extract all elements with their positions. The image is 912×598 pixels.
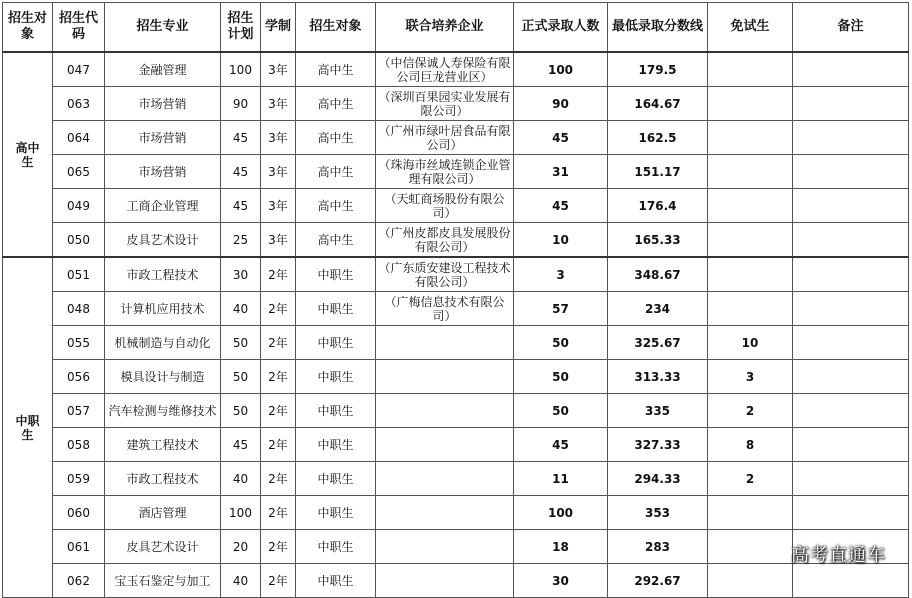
cell-duration: 3年 bbox=[261, 155, 296, 189]
cell-enterprise: （广州市绿叶居食品有限公司） bbox=[376, 121, 514, 155]
cell-plan: 20 bbox=[221, 530, 261, 564]
group-label-text: 中职生 bbox=[15, 413, 40, 442]
cell-duration: 2年 bbox=[261, 428, 296, 462]
cell-exempt: 2 bbox=[708, 394, 793, 428]
cell-code: 051 bbox=[53, 257, 105, 292]
cell-min-score: 234 bbox=[608, 292, 708, 326]
cell-enterprise bbox=[376, 360, 514, 394]
cell-exempt bbox=[708, 87, 793, 121]
cell-target: 高中生 bbox=[296, 121, 376, 155]
header-admitted: 正式录取人数 bbox=[514, 3, 608, 53]
cell-admitted: 3 bbox=[514, 257, 608, 292]
cell-enterprise bbox=[376, 462, 514, 496]
cell-remarks bbox=[793, 496, 909, 530]
cell-remarks bbox=[793, 428, 909, 462]
cell-major: 市场营销 bbox=[105, 87, 221, 121]
cell-code: 049 bbox=[53, 189, 105, 223]
cell-duration: 2年 bbox=[261, 292, 296, 326]
cell-enterprise: （天虹商场股份有限公司） bbox=[376, 189, 514, 223]
cell-duration: 2年 bbox=[261, 394, 296, 428]
cell-exempt: 3 bbox=[708, 360, 793, 394]
cell-major: 金融管理 bbox=[105, 52, 221, 87]
cell-code: 061 bbox=[53, 530, 105, 564]
header-min-score: 最低录取分数线 bbox=[608, 3, 708, 53]
cell-admitted: 50 bbox=[514, 326, 608, 360]
cell-enterprise: （广梅信息技术有限公司） bbox=[376, 292, 514, 326]
cell-duration: 3年 bbox=[261, 189, 296, 223]
cell-code: 048 bbox=[53, 292, 105, 326]
cell-major: 市场营销 bbox=[105, 155, 221, 189]
watermark: 高考直通车 bbox=[791, 545, 886, 566]
cell-admitted: 100 bbox=[514, 496, 608, 530]
cell-min-score: 313.33 bbox=[608, 360, 708, 394]
cell-plan: 50 bbox=[221, 394, 261, 428]
cell-duration: 2年 bbox=[261, 496, 296, 530]
cell-target: 中职生 bbox=[296, 292, 376, 326]
cell-target: 中职生 bbox=[296, 257, 376, 292]
cell-target: 中职生 bbox=[296, 530, 376, 564]
cell-plan: 45 bbox=[221, 189, 261, 223]
cell-min-score: 292.67 bbox=[608, 564, 708, 598]
cell-major: 皮具艺术设计 bbox=[105, 223, 221, 258]
header-row bbox=[3, 3, 909, 53]
cell-remarks bbox=[793, 564, 909, 598]
cell-exempt bbox=[708, 155, 793, 189]
cell-enterprise: （广州皮都皮具发展股份有限公司） bbox=[376, 223, 514, 258]
cell-code: 065 bbox=[53, 155, 105, 189]
table-row bbox=[3, 360, 909, 394]
cell-code: 060 bbox=[53, 496, 105, 530]
cell-admitted: 18 bbox=[514, 530, 608, 564]
cell-admitted: 50 bbox=[514, 360, 608, 394]
cell-major: 皮具艺术设计 bbox=[105, 530, 221, 564]
table-row bbox=[3, 223, 909, 258]
cell-remarks bbox=[793, 257, 909, 292]
cell-code: 062 bbox=[53, 564, 105, 598]
cell-major: 市场营销 bbox=[105, 121, 221, 155]
table-row bbox=[3, 189, 909, 223]
cell-admitted: 57 bbox=[514, 292, 608, 326]
cell-plan: 45 bbox=[221, 155, 261, 189]
cell-major: 市政工程技术 bbox=[105, 462, 221, 496]
cell-min-score: 335 bbox=[608, 394, 708, 428]
table-row bbox=[3, 564, 909, 598]
cell-admitted: 100 bbox=[514, 52, 608, 87]
cell-enterprise: （广东质安建设工程技术有限公司） bbox=[376, 257, 514, 292]
cell-enterprise: （深圳百果园实业发展有限公司） bbox=[376, 87, 514, 121]
cell-exempt: 2 bbox=[708, 462, 793, 496]
cell-min-score: 353 bbox=[608, 496, 708, 530]
cell-major: 机械制造与自动化 bbox=[105, 326, 221, 360]
cell-remarks bbox=[793, 52, 909, 87]
cell-major: 工商企业管理 bbox=[105, 189, 221, 223]
cell-target: 高中生 bbox=[296, 52, 376, 87]
cell-remarks bbox=[793, 292, 909, 326]
cell-min-score: 165.33 bbox=[608, 223, 708, 258]
cell-plan: 90 bbox=[221, 87, 261, 121]
cell-remarks bbox=[793, 155, 909, 189]
cell-enterprise: （珠海市丝域连锁企业管理有限公司） bbox=[376, 155, 514, 189]
table-row bbox=[3, 155, 909, 189]
cell-plan: 100 bbox=[221, 52, 261, 87]
cell-enterprise bbox=[376, 428, 514, 462]
cell-min-score: 176.4 bbox=[608, 189, 708, 223]
cell-admitted: 30 bbox=[514, 564, 608, 598]
group-label bbox=[3, 257, 53, 598]
cell-admitted: 45 bbox=[514, 121, 608, 155]
table-row bbox=[3, 462, 909, 496]
cell-major: 建筑工程技术 bbox=[105, 428, 221, 462]
cell-target: 高中生 bbox=[296, 155, 376, 189]
cell-major: 市政工程技术 bbox=[105, 257, 221, 292]
cell-exempt bbox=[708, 292, 793, 326]
cell-duration: 2年 bbox=[261, 564, 296, 598]
cell-target: 中职生 bbox=[296, 564, 376, 598]
cell-target: 中职生 bbox=[296, 428, 376, 462]
cell-admitted: 90 bbox=[514, 87, 608, 121]
group-label-text: 高中生 bbox=[15, 140, 40, 169]
cell-duration: 3年 bbox=[261, 223, 296, 258]
table-row bbox=[3, 326, 909, 360]
cell-major: 汽车检测与维修技术 bbox=[105, 394, 221, 428]
cell-plan: 45 bbox=[221, 121, 261, 155]
admission-table bbox=[2, 2, 909, 598]
table-row bbox=[3, 257, 909, 292]
cell-admitted: 11 bbox=[514, 462, 608, 496]
cell-target: 中职生 bbox=[296, 360, 376, 394]
cell-code: 050 bbox=[53, 223, 105, 258]
cell-major: 宝玉石鉴定与加工 bbox=[105, 564, 221, 598]
cell-major: 酒店管理 bbox=[105, 496, 221, 530]
header-code: 招生代码 bbox=[53, 3, 105, 53]
cell-remarks bbox=[793, 223, 909, 258]
cell-target: 高中生 bbox=[296, 223, 376, 258]
table-row bbox=[3, 428, 909, 462]
cell-admitted: 45 bbox=[514, 189, 608, 223]
header-major: 招生专业 bbox=[105, 3, 221, 53]
cell-exempt bbox=[708, 496, 793, 530]
cell-code: 057 bbox=[53, 394, 105, 428]
table-row bbox=[3, 496, 909, 530]
cell-major: 模具设计与制造 bbox=[105, 360, 221, 394]
cell-admitted: 50 bbox=[514, 394, 608, 428]
cell-major: 计算机应用技术 bbox=[105, 292, 221, 326]
header-plan: 招生计划 bbox=[221, 3, 261, 53]
cell-duration: 2年 bbox=[261, 360, 296, 394]
cell-enterprise: （中信保诚人寿保险有限公司巨龙营业区） bbox=[376, 52, 514, 87]
cell-plan: 45 bbox=[221, 428, 261, 462]
table-row bbox=[3, 121, 909, 155]
cell-exempt bbox=[708, 52, 793, 87]
cell-exempt bbox=[708, 564, 793, 598]
cell-remarks bbox=[793, 326, 909, 360]
cell-exempt bbox=[708, 189, 793, 223]
header-enterprise: 联合培养企业 bbox=[376, 3, 514, 53]
cell-target: 中职生 bbox=[296, 462, 376, 496]
cell-code: 055 bbox=[53, 326, 105, 360]
cell-min-score: 327.33 bbox=[608, 428, 708, 462]
cell-plan: 50 bbox=[221, 326, 261, 360]
cell-duration: 3年 bbox=[261, 87, 296, 121]
cell-code: 059 bbox=[53, 462, 105, 496]
cell-plan: 25 bbox=[221, 223, 261, 258]
cell-min-score: 151.17 bbox=[608, 155, 708, 189]
table-row bbox=[3, 394, 909, 428]
header-duration: 学制 bbox=[261, 3, 296, 53]
cell-code: 047 bbox=[53, 52, 105, 87]
cell-exempt bbox=[708, 257, 793, 292]
cell-admitted: 45 bbox=[514, 428, 608, 462]
cell-duration: 2年 bbox=[261, 326, 296, 360]
cell-remarks bbox=[793, 189, 909, 223]
cell-duration: 3年 bbox=[261, 52, 296, 87]
cell-code: 056 bbox=[53, 360, 105, 394]
cell-enterprise bbox=[376, 496, 514, 530]
cell-remarks bbox=[793, 360, 909, 394]
table-row bbox=[3, 52, 909, 87]
header-remarks: 备注 bbox=[793, 3, 909, 53]
table-body bbox=[3, 52, 909, 598]
cell-remarks bbox=[793, 394, 909, 428]
cell-min-score: 164.67 bbox=[608, 87, 708, 121]
cell-min-score: 179.5 bbox=[608, 52, 708, 87]
cell-exempt bbox=[708, 530, 793, 564]
cell-enterprise bbox=[376, 564, 514, 598]
cell-min-score: 283 bbox=[608, 530, 708, 564]
cell-exempt: 10 bbox=[708, 326, 793, 360]
cell-plan: 30 bbox=[221, 257, 261, 292]
cell-remarks bbox=[793, 87, 909, 121]
header-target-group: 招生对象 bbox=[3, 3, 53, 53]
table-row bbox=[3, 530, 909, 564]
cell-duration: 2年 bbox=[261, 530, 296, 564]
cell-remarks bbox=[793, 462, 909, 496]
cell-plan: 40 bbox=[221, 564, 261, 598]
cell-enterprise bbox=[376, 326, 514, 360]
cell-target: 中职生 bbox=[296, 496, 376, 530]
cell-plan: 100 bbox=[221, 496, 261, 530]
cell-target: 中职生 bbox=[296, 394, 376, 428]
cell-target: 高中生 bbox=[296, 189, 376, 223]
cell-min-score: 162.5 bbox=[608, 121, 708, 155]
cell-duration: 2年 bbox=[261, 462, 296, 496]
cell-min-score: 348.67 bbox=[608, 257, 708, 292]
cell-duration: 2年 bbox=[261, 257, 296, 292]
cell-plan: 40 bbox=[221, 292, 261, 326]
cell-admitted: 10 bbox=[514, 223, 608, 258]
cell-plan: 40 bbox=[221, 462, 261, 496]
header-target: 招生对象 bbox=[296, 3, 376, 53]
header-exempt: 免试生 bbox=[708, 3, 793, 53]
cell-exempt: 8 bbox=[708, 428, 793, 462]
cell-target: 中职生 bbox=[296, 326, 376, 360]
cell-enterprise bbox=[376, 530, 514, 564]
cell-admitted: 31 bbox=[514, 155, 608, 189]
cell-enterprise bbox=[376, 394, 514, 428]
cell-min-score: 325.67 bbox=[608, 326, 708, 360]
cell-duration: 3年 bbox=[261, 121, 296, 155]
cell-code: 064 bbox=[53, 121, 105, 155]
cell-target: 高中生 bbox=[296, 87, 376, 121]
table-row bbox=[3, 292, 909, 326]
cell-code: 058 bbox=[53, 428, 105, 462]
cell-exempt bbox=[708, 121, 793, 155]
cell-exempt bbox=[708, 223, 793, 258]
group-label bbox=[3, 52, 53, 257]
cell-min-score: 294.33 bbox=[608, 462, 708, 496]
table-row bbox=[3, 87, 909, 121]
cell-code: 063 bbox=[53, 87, 105, 121]
cell-remarks bbox=[793, 121, 909, 155]
cell-plan: 50 bbox=[221, 360, 261, 394]
